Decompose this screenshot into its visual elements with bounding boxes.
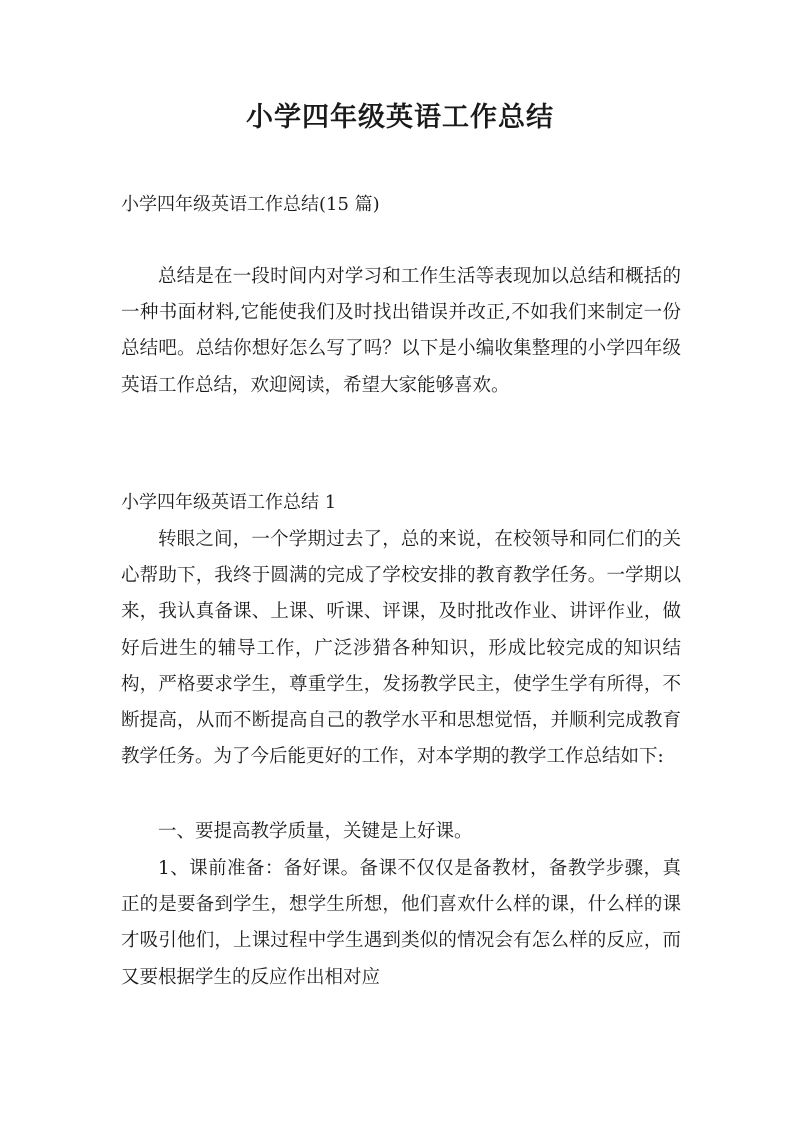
point-paragraph-1: 1、课前准备：备好课。备课不仅仅是备教材，备教学步骤，真正的是要备到学生，想学生所想，他们喜欢什么样的课，什么样的课才吸引他们，上课过程中学生遇到类似的情况会有怎么样的反应，而又要根据学生的反应作出相对应 [121,858,681,988]
intro-paragraph: 总结是在一段时间内对学习和工作生活等表现加以总结和概括的一种书面材料,它能使我们及时找出错误并改正,不如我们来制定一份总结吧。总结你想好怎么写了吗？以下是小编收集整理的小学四年级英语工作总结，欢迎阅读，希望大家能够喜欢。 [121,266,681,396]
document-title: 小学四年级英语工作总结 [246,102,554,133]
section-heading-1: 小学四年级英语工作总结 1 [121,492,337,513]
section-1-paragraph: 转眼之间，一个学期过去了，总的来说，在校领导和同仁们的关心帮助下，我终于圆满的完成了学校安排的教育教学任务。一学期以来，我认真备课、上课、听课、评课，及时批改作业、讲评作业，做好后进生的辅导工作，广泛涉猎各种知识，形成比较完成的知识结构，严格要求学生，尊重学生，发扬教学民主，使学生学有所得，不断提高，从而不断提高自己的教学水平和思想觉悟，并顺利完成教育教学任务。为了今后能更好的工作，对本学期的教学工作总结如下: [121,529,681,768]
point-heading-1: 一、要提高教学质量，关键是上好课。 [158,821,473,842]
document-subtitle: 小学四年级英语工作总结(15 篇) [121,194,380,215]
